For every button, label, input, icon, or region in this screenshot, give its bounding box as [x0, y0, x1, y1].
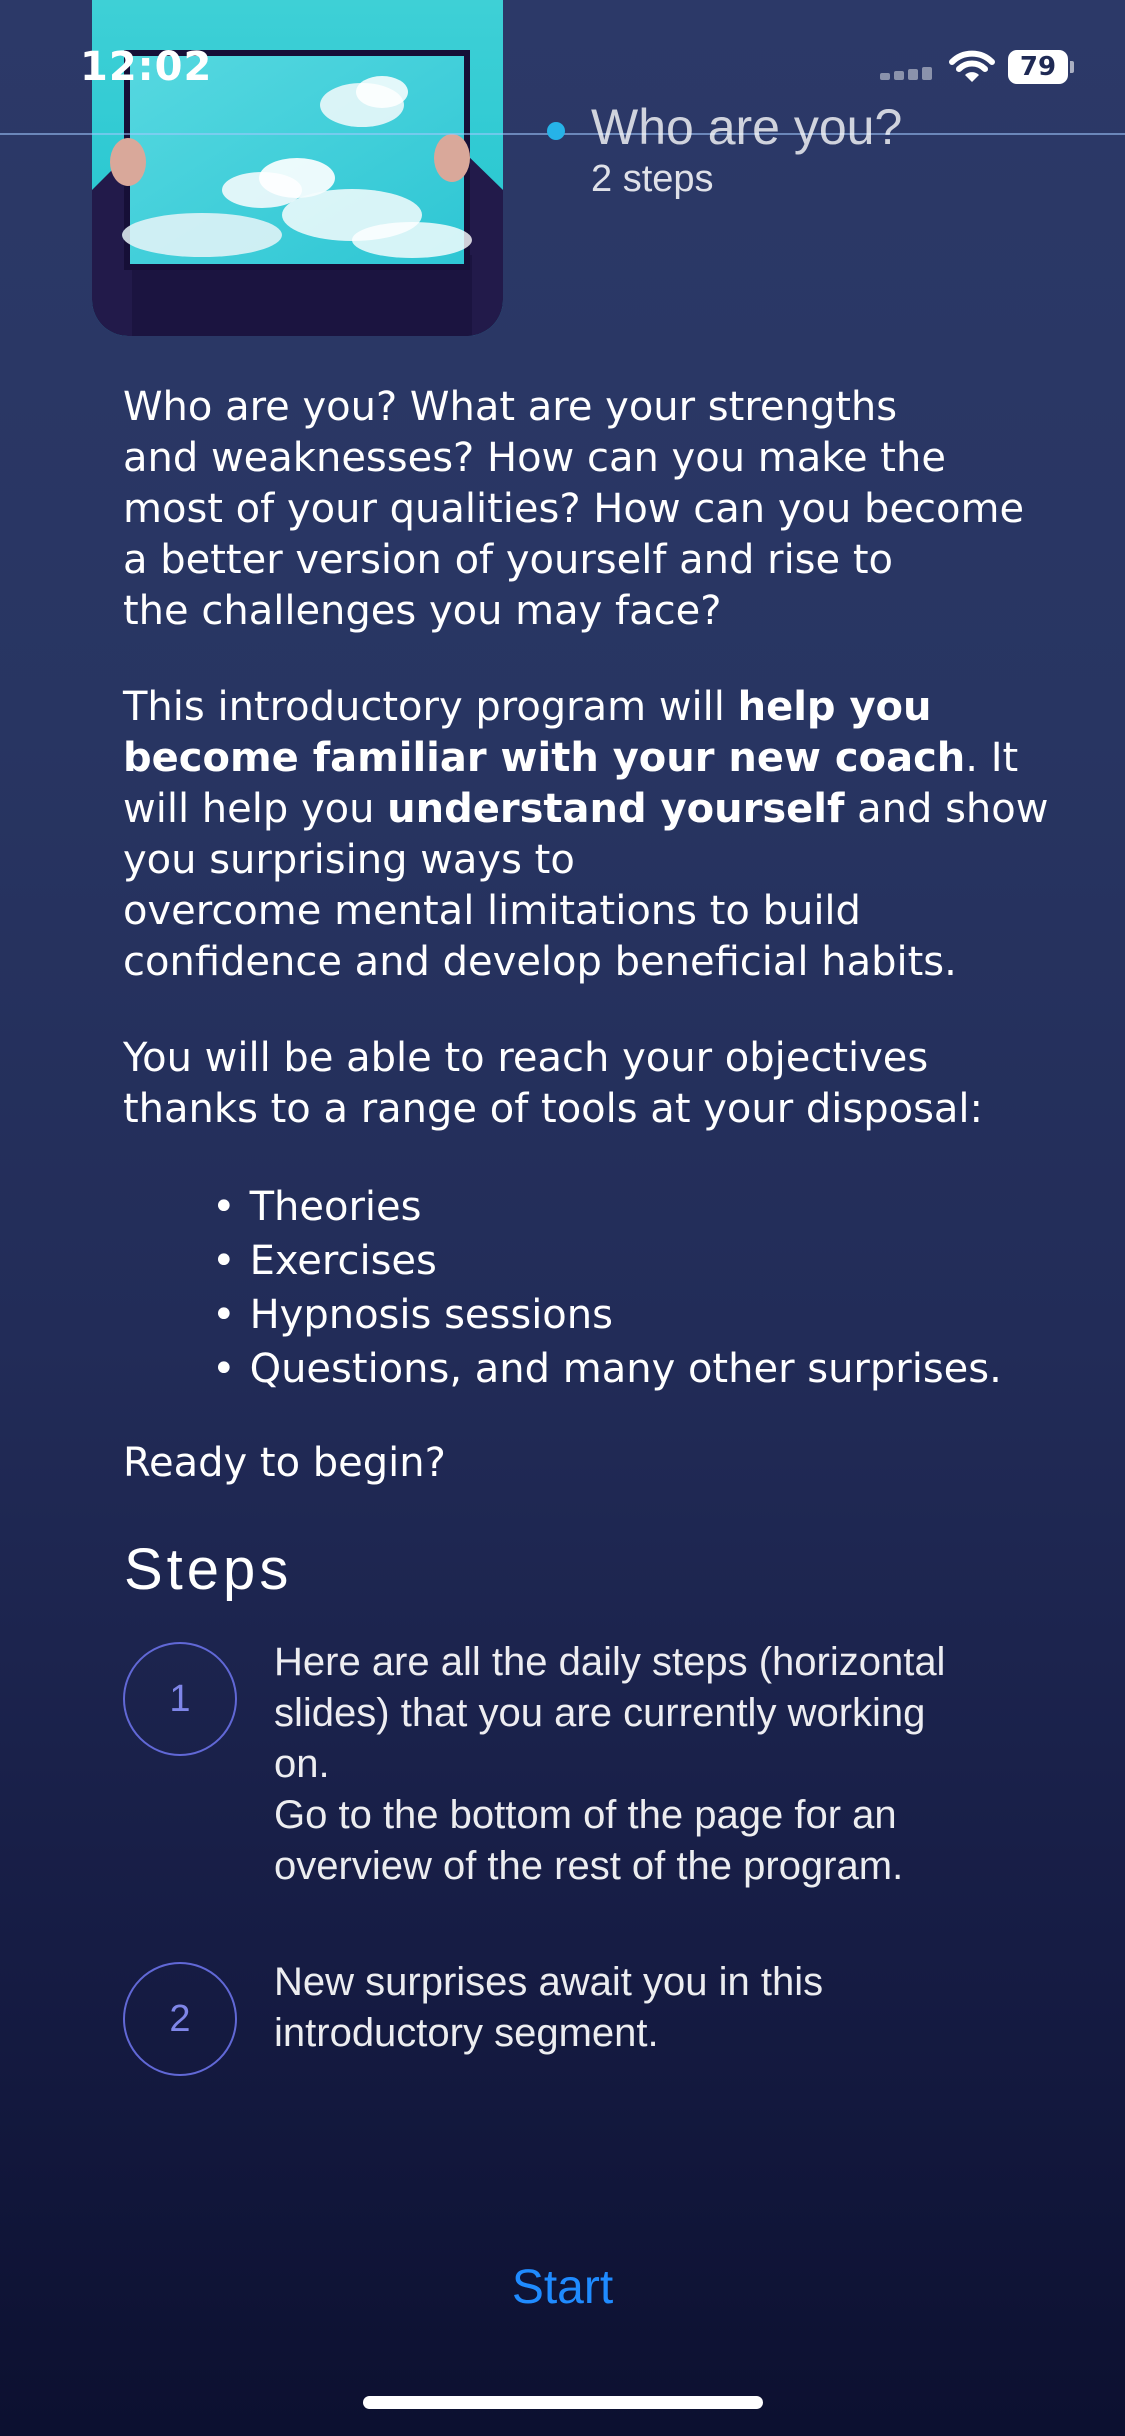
- intro-emphasis: become familiar with your new coach: [123, 735, 966, 781]
- intro-line: overcome mental limitations to build: [123, 888, 861, 934]
- battery-icon: [1008, 50, 1072, 84]
- list-item: • Hypnosis sessions: [212, 1288, 1092, 1342]
- intro-line: a better version of yourself and rise to: [123, 537, 893, 583]
- intro-line: and weaknesses? How can you make the: [123, 435, 946, 481]
- step-line: on.: [274, 1742, 330, 1786]
- signal-icon: [880, 66, 932, 80]
- program-step-count: 2 steps: [591, 158, 714, 200]
- tools-list: [212, 1180, 1092, 1396]
- intro-line: you surprising ways to: [123, 837, 575, 883]
- intro-line: Who are you? What are your strengths: [123, 384, 898, 430]
- list-item: • Questions, and many other surprises.: [212, 1342, 1092, 1396]
- list-item: • Exercises: [212, 1234, 1092, 1288]
- battery-level: 79: [1008, 50, 1068, 84]
- program-title: Who are you?: [591, 99, 903, 155]
- status-time: 12:02: [80, 44, 213, 90]
- steps-heading: Steps: [124, 1537, 293, 1602]
- step-line: introductory segment.: [274, 2011, 659, 2055]
- step-line: New surprises await you in this: [274, 1960, 824, 2004]
- step-line: Go to the bottom of the page for an: [274, 1793, 897, 1837]
- intro-emphasis: help you: [737, 684, 932, 730]
- program-status-dot: [547, 122, 565, 140]
- intro-paragraph-2: [123, 682, 1053, 988]
- ready-text: Ready to begin?: [123, 1440, 446, 1486]
- wifi-icon: [949, 50, 995, 84]
- start-button[interactable]: Start: [511, 2261, 614, 2314]
- intro-emphasis: understand yourself: [387, 786, 845, 832]
- step-description: [274, 1957, 1074, 2059]
- step-number-badge: 1: [123, 1642, 237, 1756]
- step-number-badge: 2: [123, 1962, 237, 2076]
- intro-line: You will be able to reach your objectives: [123, 1035, 929, 1081]
- intro-text: and show: [844, 786, 1049, 832]
- step-line: slides) that you are currently working: [274, 1691, 926, 1735]
- list-item: • Theories: [212, 1180, 1092, 1234]
- intro-paragraph-3: [123, 1033, 1053, 1135]
- step-description: [274, 1637, 1074, 1892]
- home-indicator[interactable]: [363, 2396, 763, 2409]
- step-line: overview of the rest of the program.: [274, 1844, 904, 1888]
- intro-line: the challenges you may face?: [123, 588, 722, 634]
- step-line: Here are all the daily steps (horizontal: [274, 1640, 946, 1684]
- intro-text: . It: [965, 735, 1019, 781]
- intro-line: thanks to a range of tools at your disposal:: [123, 1086, 984, 1132]
- intro-line: confidence and develop beneficial habits.: [123, 939, 957, 985]
- intro-line: most of your qualities? How can you become: [123, 486, 1025, 532]
- intro-text: This introductory program will: [123, 684, 738, 730]
- intro-paragraph-1: [123, 382, 1053, 637]
- intro-text: will help you: [123, 786, 388, 832]
